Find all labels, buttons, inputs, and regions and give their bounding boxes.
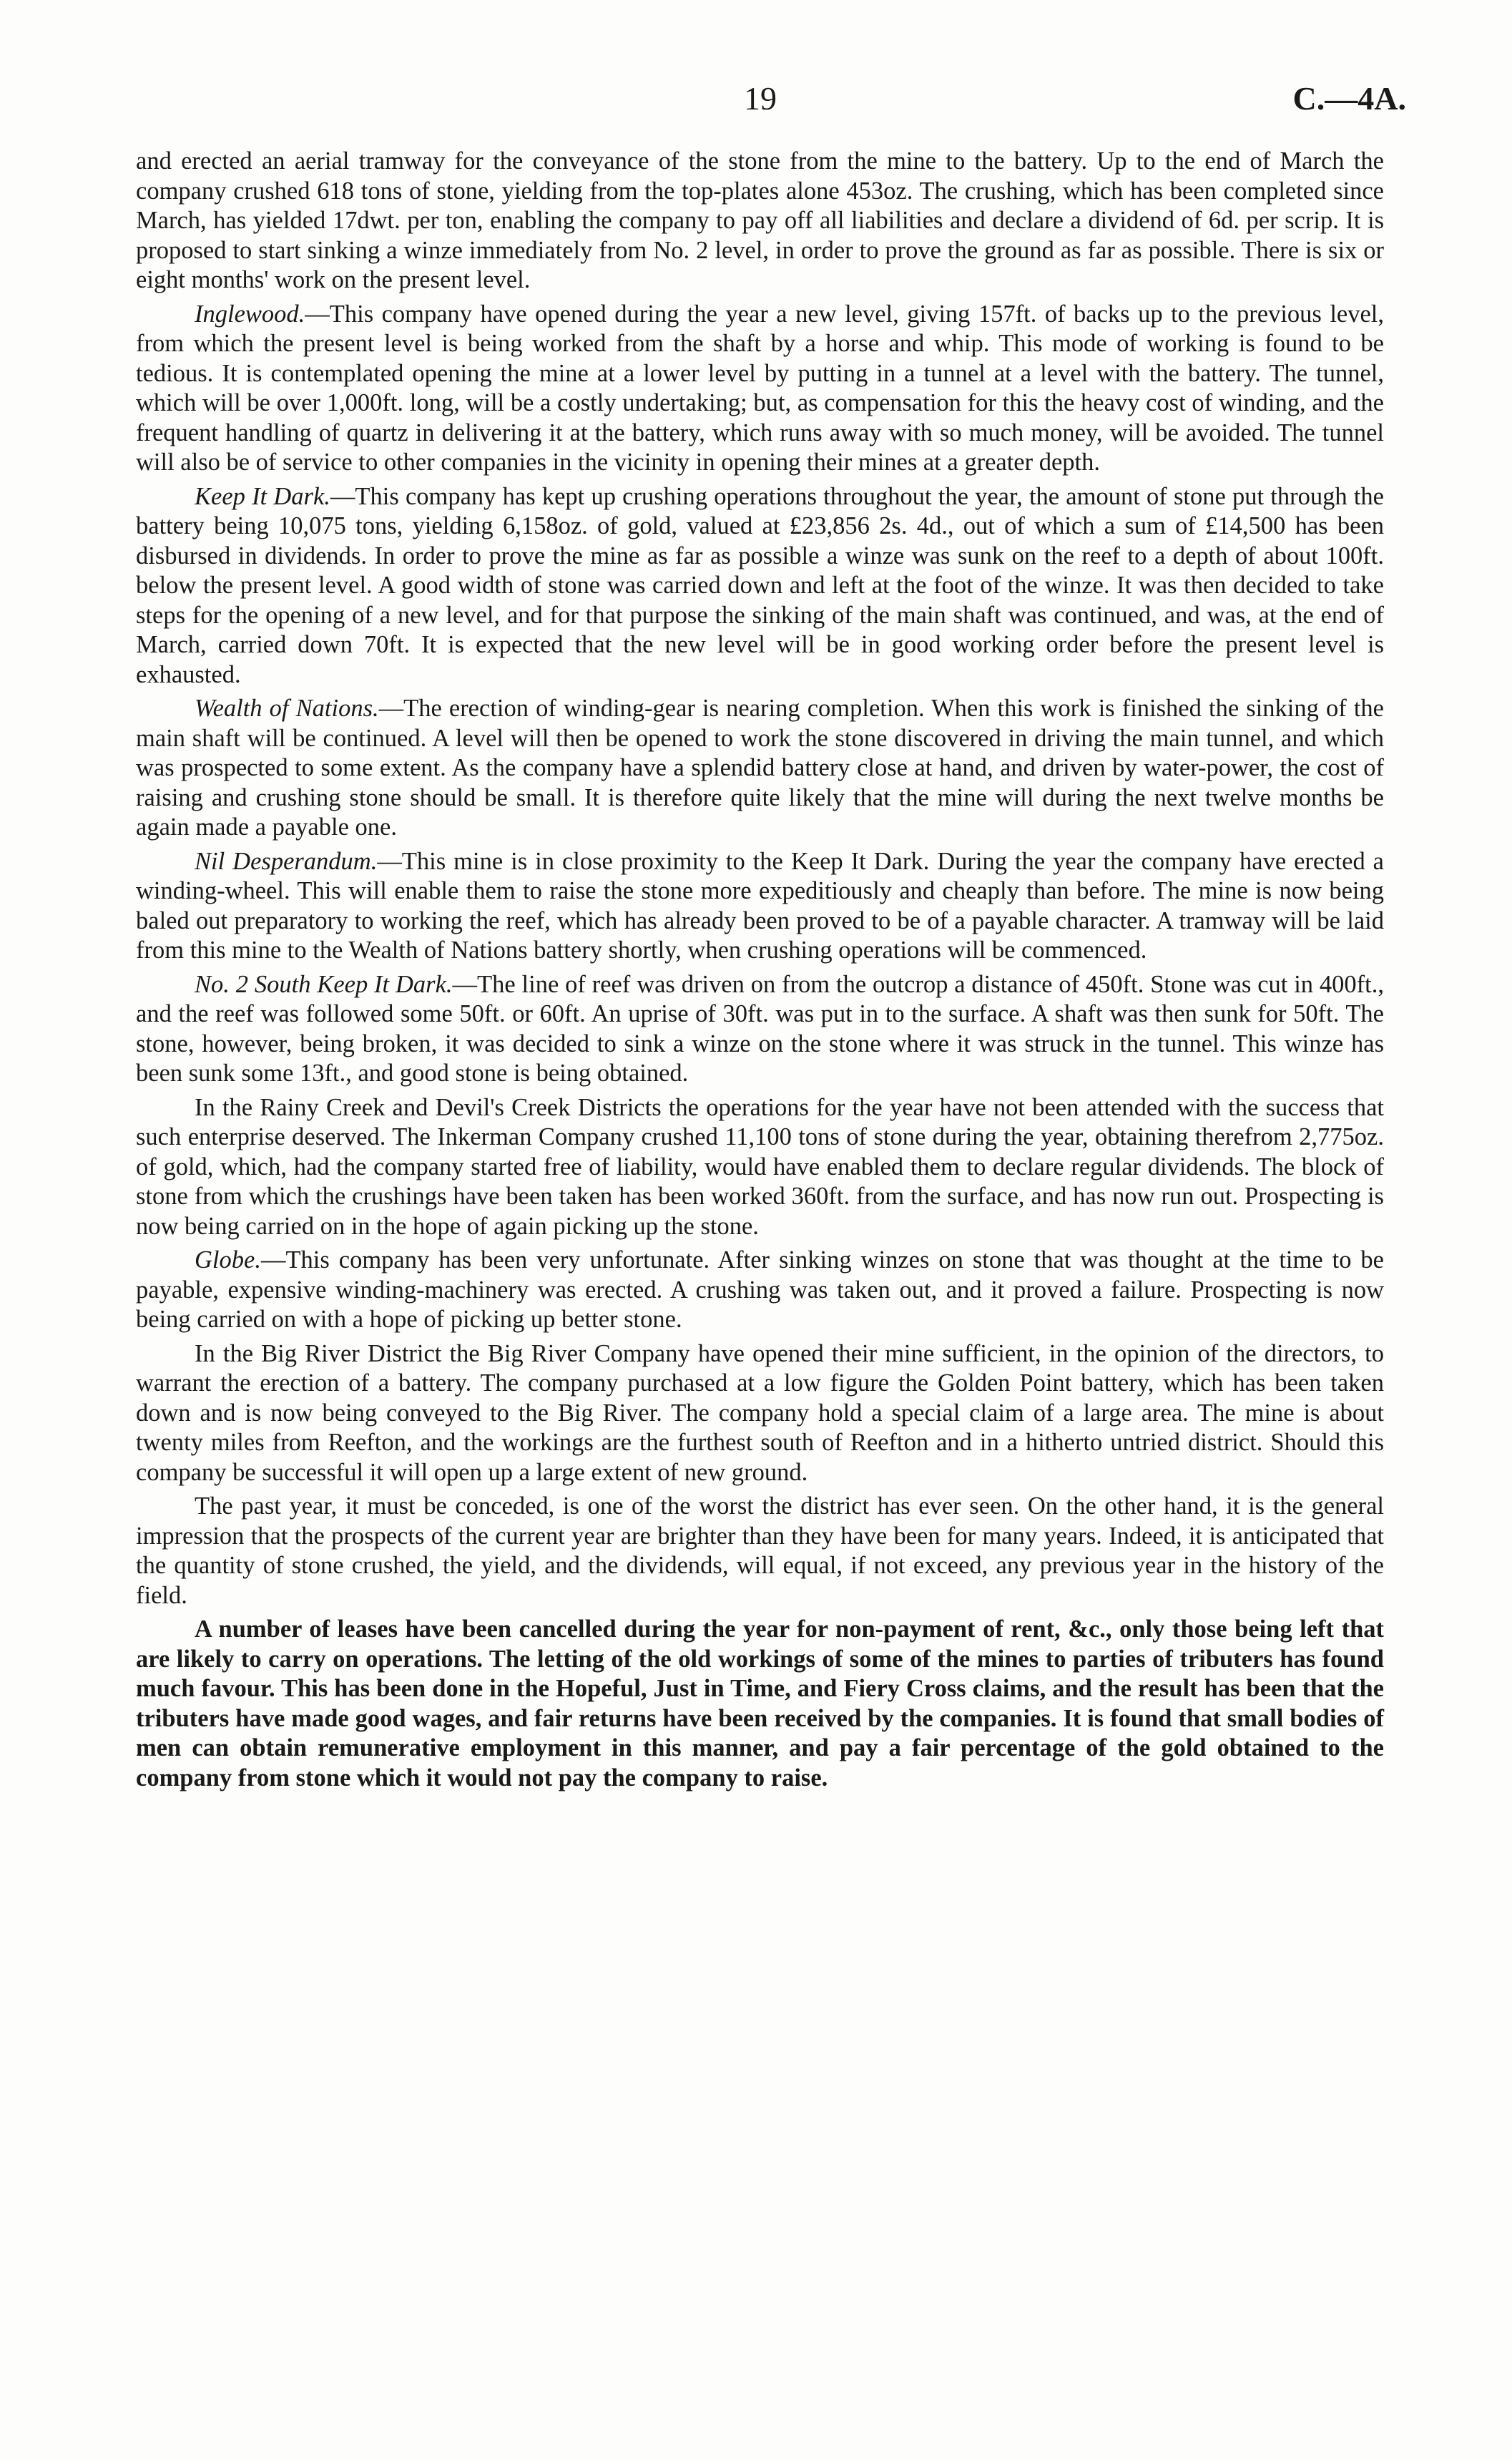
paragraph-text: The past year, it must be conceded, is one of the worst the district has ever seen. On the other hand, it is the general impression that the prospects of the current year are brighter than they have been for many years. Indeed, it is anticipated that the quantity of stone crushed, the yield, and the dividends, will equal, if not exceed, any previous year in the history of the field. (136, 1492, 1384, 1609)
paragraph-continuation (136, 147, 1384, 295)
section-heading: Nil Desperandum. (195, 847, 378, 875)
paragraph-text: —The erection of winding-gear is nearing completion. When this work is finished the sinking of the main shaft will be continued. A level will then be opened to work the stone discovered in driving the main tunnel, and which was prospected to some extent. As the company have a splendid battery close at hand, and driven by water-power, the cost of raising and crushing stone should be small. It is therefore quite likely that the mine will during the next twelve months be again made a payable one. (136, 695, 1384, 841)
paragraph-keep-it-dark (136, 482, 1384, 690)
page-header (0, 77, 1512, 120)
paragraph-nil-desperandum (136, 847, 1384, 966)
paragraph-text: —This company have opened during the year a new level, giving 157ft. of backs up to the previous level, from which the present level is being worked from the shaft by a horse and whip. This mode of working is found to be tedious. It is contemplated opening the mine at a lower level by putting in a tunnel at a level with the battery. The tunnel, which will be over 1,000ft. long, will be a costly undertaking; but, as compensation for this the heavy cost of winding, and the frequent handling of quartz in delivering it at the battery, which runs away with so much money, will be avoided. The tunnel will also be of service to other companies in the vicinity in opening their mines at a greater depth. (136, 300, 1384, 476)
document-reference: C.—4A. (1292, 80, 1406, 117)
paragraph-no2-south-keep-it-dark (136, 970, 1384, 1089)
paragraph-text: —This mine is in close proximity to the Keep It Dark. During the year the company have erected a winding-wheel. This will enable them to raise the stone more expeditiously and cheaply than before. The mine is now being baled out preparatory to working the reef, which has already been proved to be of a payable character. A tramway will be laid from this mine to the Wealth of Nations battery shortly, when crushing operations will be commenced. (136, 847, 1384, 964)
section-heading: Wealth of Nations. (195, 695, 379, 722)
paragraph-globe (136, 1246, 1384, 1335)
paragraph-text: and erected an aerial tramway for the conveyance of the stone from the mine to the battery. Up to the end of March the company crushed 618 tons of stone, yielding from the top-plates alone 453oz. The crushing, which has been completed since March, has yielded 17dwt. per ton, enabling the company to pay off all liabilities and declare a dividend of 6d. per scrip. It is proposed to start sinking a winze immediately from No. 2 level, in order to prove the ground as far as possible. There is six or eight months' work on the present level. (136, 147, 1384, 293)
section-heading: No. 2 South Keep It Dark. (195, 970, 453, 998)
paragraph-text: —This company has kept up crushing operations throughout the year, the amount of stone put through the battery being 10,075 tons, yielding 6,158oz. of gold, valued at £23,856 2s. 4d., out of which a sum of £14,500 has been disbursed in dividends. In order to prove the mine as far as possible a winze was sunk on the reef to a depth of about 100ft. below the present level. A good width of stone was carried down and left at the foot of the winze. It was then decided to take steps for the opening of a new level, and for that purpose the sinking of the main shaft was continued, and was, at the end of March, carried down 70ft. It is expected that the new level will be in good working order before the present level is exhausted. (136, 482, 1384, 688)
paragraph-text: A number of leases have been cancelled during the year for non-payment of rent, &c., only those being left that are likely to carry on operations. The letting of the old workings of some of the mines to parties of tributers has found much favour. This has been done in the Hopeful, Just in Time, and Fiery Cross claims, and the result has been that the tributers have made good wages, and fair returns have been received by the companies. It is found that small bodies of men can obtain remunerative employment in this manner, and pay a fair percentage of the gold obtained to the company from stone which it would not pay the company to raise. (136, 1615, 1384, 1791)
section-heading: Globe. (195, 1246, 261, 1274)
paragraph-text: In the Big River District the Big River Company have opened their mine sufficient, in the opinion of the directors, to warrant the erection of a battery. The company purchased at a low figure the Golden Point battery, which has been taken down and is now being conveyed to the Big River. The company hold a special claim of a large area. The mine is about twenty miles from Reefton, and the workings are the furthest south of Reefton and in a hitherto untried district. Should this company be successful it will open up a large extent of new ground. (136, 1339, 1384, 1486)
section-heading: Inglewood. (195, 300, 305, 328)
paragraph-big-river (136, 1339, 1384, 1488)
page-number: 19 (744, 80, 777, 117)
paragraph-past-year (136, 1492, 1384, 1610)
paragraph-text: In the Rainy Creek and Devil's Creek Districts the operations for the year have not been attended with the success that such enterprise deserved. The Inkerman Company crushed 11,100 tons of stone during the year, obtaining therefrom 2,775oz. of gold, which, had the company started free of liability, would have enabled them to declare regular dividends. The block of stone from which the crushings have been taken has been worked 360ft. from the surface, and has now run out. Prospecting is now being carried on in the hope of again picking up the stone. (136, 1093, 1384, 1240)
paragraph-inglewood (136, 300, 1384, 478)
paragraph-wealth-of-nations (136, 694, 1384, 843)
paragraph-text: —This company has been very unfortunate. After sinking winzes on stone that was thought at the time to be payable, expensive winding-machinery was erected. A crushing was taken out, and it proved a failure. Prospecting is now being carried on with a hope of picking up better stone. (136, 1246, 1384, 1333)
paragraph-leases (136, 1615, 1384, 1793)
report-body (136, 147, 1384, 1797)
paragraph-text: —The line of reef was driven on from the outcrop a distance of 450ft. Stone was cut in 400ft., and the reef was followed some 50ft. or 60ft. An uprise of 30ft. was put in to the surface. A shaft was then sunk for 50ft. The stone, however, being broken, it was decided to sink a winze on the stone where it was struck in the tunnel. This winze has been sunk some 13ft., and good stone is being obtained. (136, 970, 1384, 1087)
paragraph-rainy-creek (136, 1093, 1384, 1242)
section-heading: Keep It Dark. (195, 482, 330, 510)
